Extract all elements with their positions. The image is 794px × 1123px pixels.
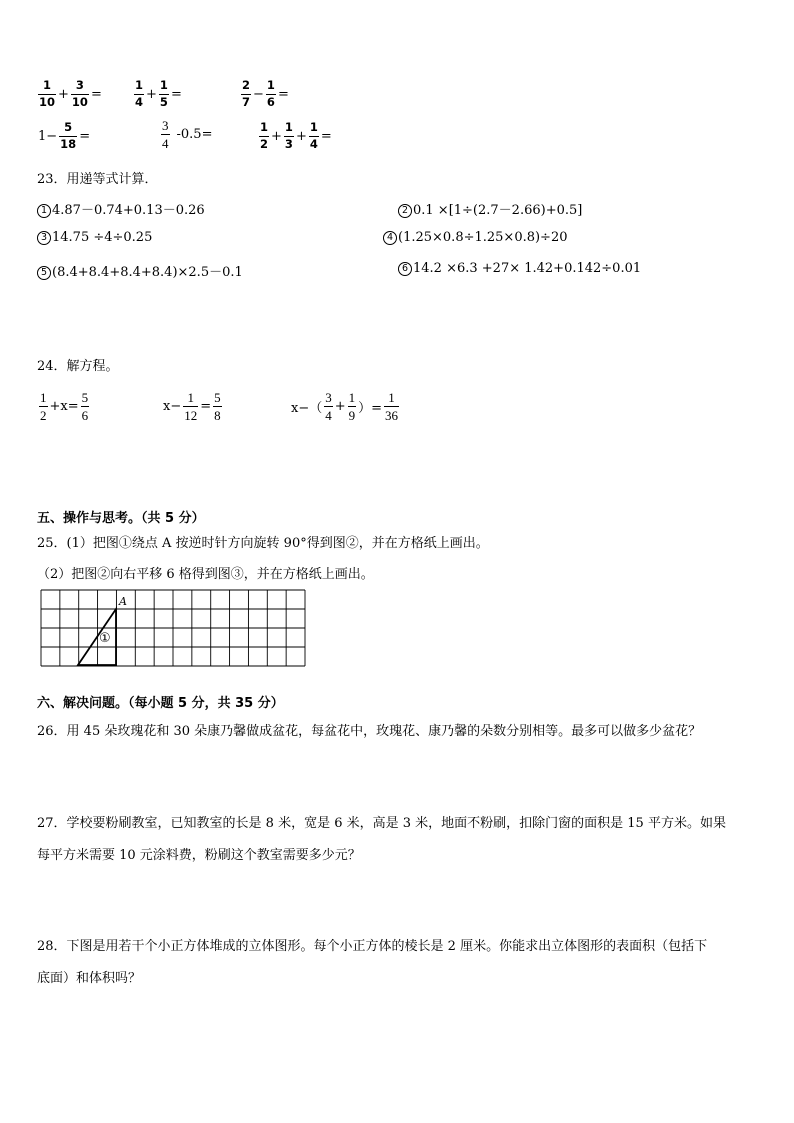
denominator: 12: [184, 408, 198, 423]
equals: =: [79, 128, 91, 144]
fraction: [59, 122, 77, 150]
denominator: 8: [214, 408, 221, 423]
fraction: [134, 80, 144, 108]
denominator: 7: [242, 94, 251, 109]
fraction: [159, 80, 169, 108]
section5-heading: 五、操作与思考。（共 5 分）: [37, 511, 205, 526]
expression: 0.1 ×[1÷(2.7－2.66)+0.5]: [413, 203, 583, 218]
equation-middle: +x=: [49, 399, 79, 414]
row1-expr1: [37, 80, 103, 108]
q25-line2: （2）把图②向右平移 6 格得到图③，并在方格纸上画出。: [37, 567, 374, 582]
row1-expr3: [240, 80, 290, 108]
fraction: [81, 391, 90, 422]
denominator: 18: [60, 136, 77, 151]
operator: +: [58, 86, 69, 102]
numerator: 1: [135, 78, 144, 92]
operator: +: [295, 128, 307, 144]
denominator: 4: [135, 94, 144, 109]
fraction: [384, 391, 399, 422]
denominator: 36: [385, 408, 399, 423]
circled-number: 5: [37, 266, 51, 280]
numerator: 3: [162, 118, 169, 133]
operator: +: [334, 399, 346, 414]
numerator: 5: [64, 120, 73, 134]
denominator: 6: [81, 408, 89, 423]
denominator: 2: [260, 136, 269, 151]
q23-item-3: [37, 230, 152, 245]
fraction: [324, 391, 333, 422]
lead-term: x−: [163, 399, 182, 414]
numerator: 1: [43, 78, 52, 92]
circled-number: 3: [37, 231, 51, 245]
numerator: 1: [187, 390, 194, 405]
q24-eq2: [162, 391, 223, 422]
fraction: [348, 391, 357, 422]
equals: =: [170, 86, 182, 102]
equals: =: [277, 86, 289, 102]
q25-line1: 25．(1）把图①绕点 A 按逆时针方向旋转 90°得到图②，并在方格纸上画出。: [37, 536, 489, 551]
fraction: [259, 122, 269, 150]
lead-term: x−（: [291, 401, 323, 416]
q23-item-2: [398, 199, 582, 218]
q23-item-6: [398, 261, 641, 276]
shape-1-label: ①: [99, 631, 111, 646]
row2-expr1: [37, 122, 91, 150]
fraction: [241, 80, 251, 108]
q23-item-1: [37, 199, 205, 218]
fraction: [213, 391, 222, 422]
point-a-label: A: [119, 595, 127, 608]
numerator: 1: [40, 390, 47, 405]
q24-eq1: [38, 391, 90, 422]
expression: (8.4+8.4+8.4+8.4)×2.5－0.1: [52, 265, 243, 280]
denominator: 10: [71, 94, 88, 109]
numerator: 1: [309, 120, 318, 134]
q28-line2: 底面）和体积吗？: [37, 971, 142, 986]
numerator: 2: [242, 78, 251, 92]
denominator: 6: [266, 94, 275, 109]
row2-expr3: [258, 122, 333, 150]
expression: 14.75 ÷4÷0.25: [52, 230, 153, 245]
expression: (1.25×0.8÷1.25×0.8)÷20: [398, 230, 568, 245]
numerator: 5: [214, 390, 221, 405]
numerator: 1: [260, 120, 269, 134]
numerator: 1: [348, 390, 356, 405]
numerator: 1: [284, 120, 293, 134]
denominator: 5: [159, 94, 168, 109]
circled-number: 1: [37, 204, 51, 218]
numerator: 1: [388, 390, 395, 405]
denominator: 10: [39, 94, 56, 109]
fraction: [266, 80, 276, 108]
fraction: [309, 122, 319, 150]
fraction: [183, 391, 198, 422]
tail-term: -0.5=: [176, 127, 213, 142]
q23-title: 23．用递等式计算．: [37, 172, 158, 187]
numerator: 1: [159, 78, 168, 92]
fraction: [284, 122, 294, 150]
q24-eq3: [290, 391, 400, 422]
grid-lines: [41, 590, 305, 666]
equals: =: [320, 128, 332, 144]
numerator: 3: [75, 78, 84, 92]
row2-expr2: [160, 119, 213, 150]
denominator: 4: [325, 408, 332, 423]
row1-expr2: [133, 80, 183, 108]
equals: =: [200, 399, 212, 414]
q24-title: 24．解方程。: [37, 359, 119, 374]
grid-figure: [40, 589, 308, 667]
denominator: 2: [40, 408, 47, 423]
numerator: 5: [81, 390, 89, 405]
q26-text: 26．用 45 朵玫瑰花和 30 朵康乃馨做成盆花，每盆花中，玫瑰花、康乃馨的朵数分别相等。最多可以做多少盆花？: [37, 724, 702, 739]
q23-item-5: [37, 261, 243, 280]
q28-line1: 28．下图是用若干个小正方体堆成的立体图形。每个小正方体的棱长是 2 厘米。你能求出立体图形的表面积（包括下: [37, 939, 708, 954]
q27-line1: 27．学校要粉刷教室，已知教室的长是 8 米，宽是 6 米，高是 3 米，地面不粉刷，扣除门窗的面积是 15 平方米。如果: [37, 816, 726, 831]
expression: 4.87－0.74+0.13－0.26: [52, 203, 205, 218]
lead-term: 1−: [38, 128, 58, 144]
fraction: [39, 391, 48, 422]
section6-heading: 六、解决问题。（每小题 5 分，共 35 分）: [37, 696, 284, 711]
numerator: 3: [325, 390, 332, 405]
expression: 14.2 ×6.3 +27× 1.42+0.142÷0.01: [413, 261, 642, 276]
operator: +: [146, 86, 157, 102]
fraction: [71, 80, 89, 108]
denominator: 9: [348, 408, 356, 423]
circled-number: 4: [383, 231, 397, 245]
circled-number: 2: [398, 204, 412, 218]
numerator: 1: [266, 78, 275, 92]
denominator: 3: [284, 136, 293, 151]
circled-number: 6: [398, 262, 412, 276]
denominator: 4: [309, 136, 318, 151]
fraction: [38, 80, 56, 108]
equals: =: [90, 86, 102, 102]
operator: −: [253, 86, 264, 102]
close-bracket-equals: ）=: [358, 401, 383, 416]
denominator: 4: [162, 136, 169, 151]
operator: +: [271, 128, 282, 144]
fraction: [161, 119, 170, 150]
q27-line2: 每平方米需要 10 元涂料费，粉刷这个教室需要多少元？: [37, 848, 361, 863]
q23-item-4: [383, 230, 568, 245]
